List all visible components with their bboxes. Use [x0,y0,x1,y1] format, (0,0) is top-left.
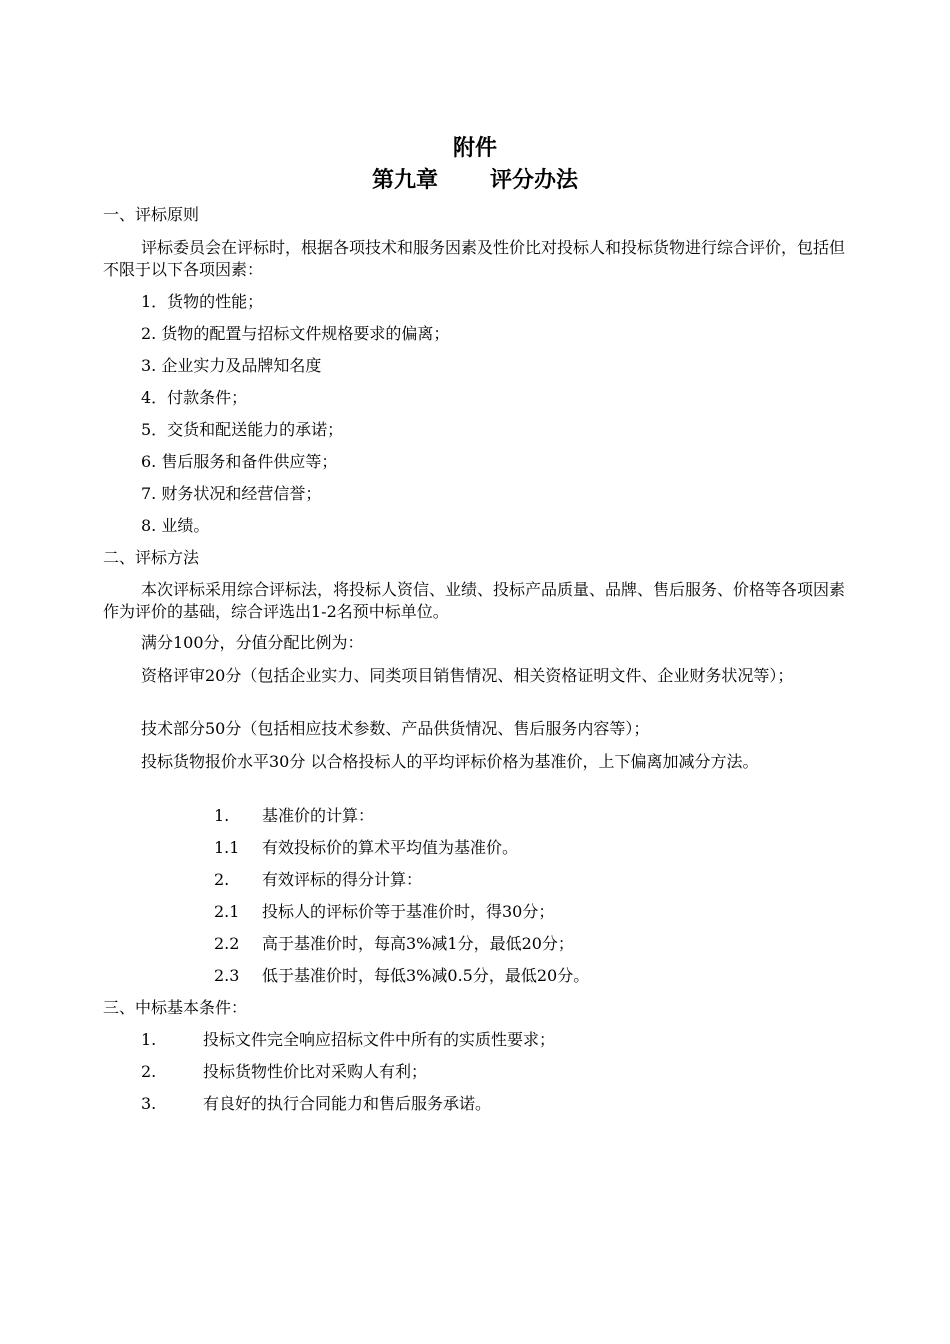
condition-item-text: 有良好的执行合同能力和售后服务承诺。 [203,1094,492,1113]
sub-item-number: 1. [214,806,230,825]
list-item: 1．货物的性能； [141,292,264,311]
section-1-intro-text: 评标委员会在评标时，根据各项技术和服务因素及性价比对投标人和投标货物进行综合评价，包括但不限于以下各项因素： [103,238,846,279]
sub-item-number: 2. [214,870,230,889]
section-heading-2: 二、评标方法 [103,548,200,567]
list-item: 6. 售后服务和备件供应等； [141,452,338,471]
section-2-paragraph-5-text: 投标货物报价水平30分 以合格投标人的平均评标价格为基准价，上下偏离加减分方法。 [141,752,759,771]
list-item: 4．付款条件； [141,388,248,407]
document-title: 附件 [452,136,497,161]
sub-item-number: 2.1 [214,902,240,921]
condition-item [141,1029,555,1051]
list-item: 7. 财务状况和经营信誉； [141,484,322,503]
list-item: 3. 企业实力及品牌知名度 [141,356,322,375]
condition-item-text: 投标货物性价比对采购人有利； [203,1062,428,1081]
sub-item [214,965,589,987]
condition-item-number: 1. [141,1030,157,1049]
sub-item [214,805,374,827]
list-item: 5．交货和配送能力的承诺； [141,420,344,439]
condition-item-number: 3. [141,1094,157,1113]
section-2-paragraph-3-text: 资格评审20分（包括企业实力、同类项目销售情况、相关资格证明文件、企业财务状况等）； [141,666,794,685]
section-1-intro [103,237,849,281]
section-heading-3: 三、中标基本条件： [103,998,248,1017]
condition-item [141,1093,491,1115]
sub-item [214,837,518,859]
sub-item-number: 2.2 [214,934,240,953]
sub-item [214,901,554,923]
section-2-paragraph-2: 满分100分，分值分配比例为： [141,633,364,652]
sub-item-text: 基准价的计算： [262,806,375,825]
chapter-name: 评分办法 [490,168,579,193]
section-heading-1: 一、评标原则 [103,205,200,224]
section-2-paragraph-4: 技术部分50分（包括相应技术参数、产品供货情况、售后服务内容等）； [141,719,650,738]
chapter-number: 第九章 [371,168,438,193]
section-2-paragraph-1-text: 本次评标采用综合评标法，将投标人资信、业绩、投标产品质量、品牌、售后服务、价格等各项因素作为评价的基础，综合评选出1-2名预中标单位。 [103,580,846,621]
condition-item [141,1061,427,1083]
condition-item-number: 2. [141,1062,157,1081]
sub-item-text: 高于基准价时，每高3%减1分，最低20分； [262,934,574,953]
section-2-paragraph-5 [103,751,849,773]
sub-item [214,869,422,891]
sub-item-text: 投标人的评标价等于基准价时，得30分； [262,902,555,921]
list-item: 2. 货物的配置与招标文件规格要求的偏离； [141,324,450,343]
sub-item-number: 2.3 [214,966,240,985]
list-item: 8. 业绩。 [141,516,210,535]
section-2-paragraph-3 [103,665,849,687]
sub-item-text: 有效评标的得分计算： [262,870,423,889]
sub-item-number: 1.1 [214,838,240,857]
condition-item-text: 投标文件完全响应招标文件中所有的实质性要求； [203,1030,556,1049]
section-2-paragraph-1 [103,579,849,623]
sub-item [214,933,574,955]
sub-item-text: 有效投标价的算术平均值为基准价。 [262,838,519,857]
chapter-title [0,167,950,195]
sub-item-text: 低于基准价时，每低3%减0.5分，最低20分。 [262,966,590,985]
